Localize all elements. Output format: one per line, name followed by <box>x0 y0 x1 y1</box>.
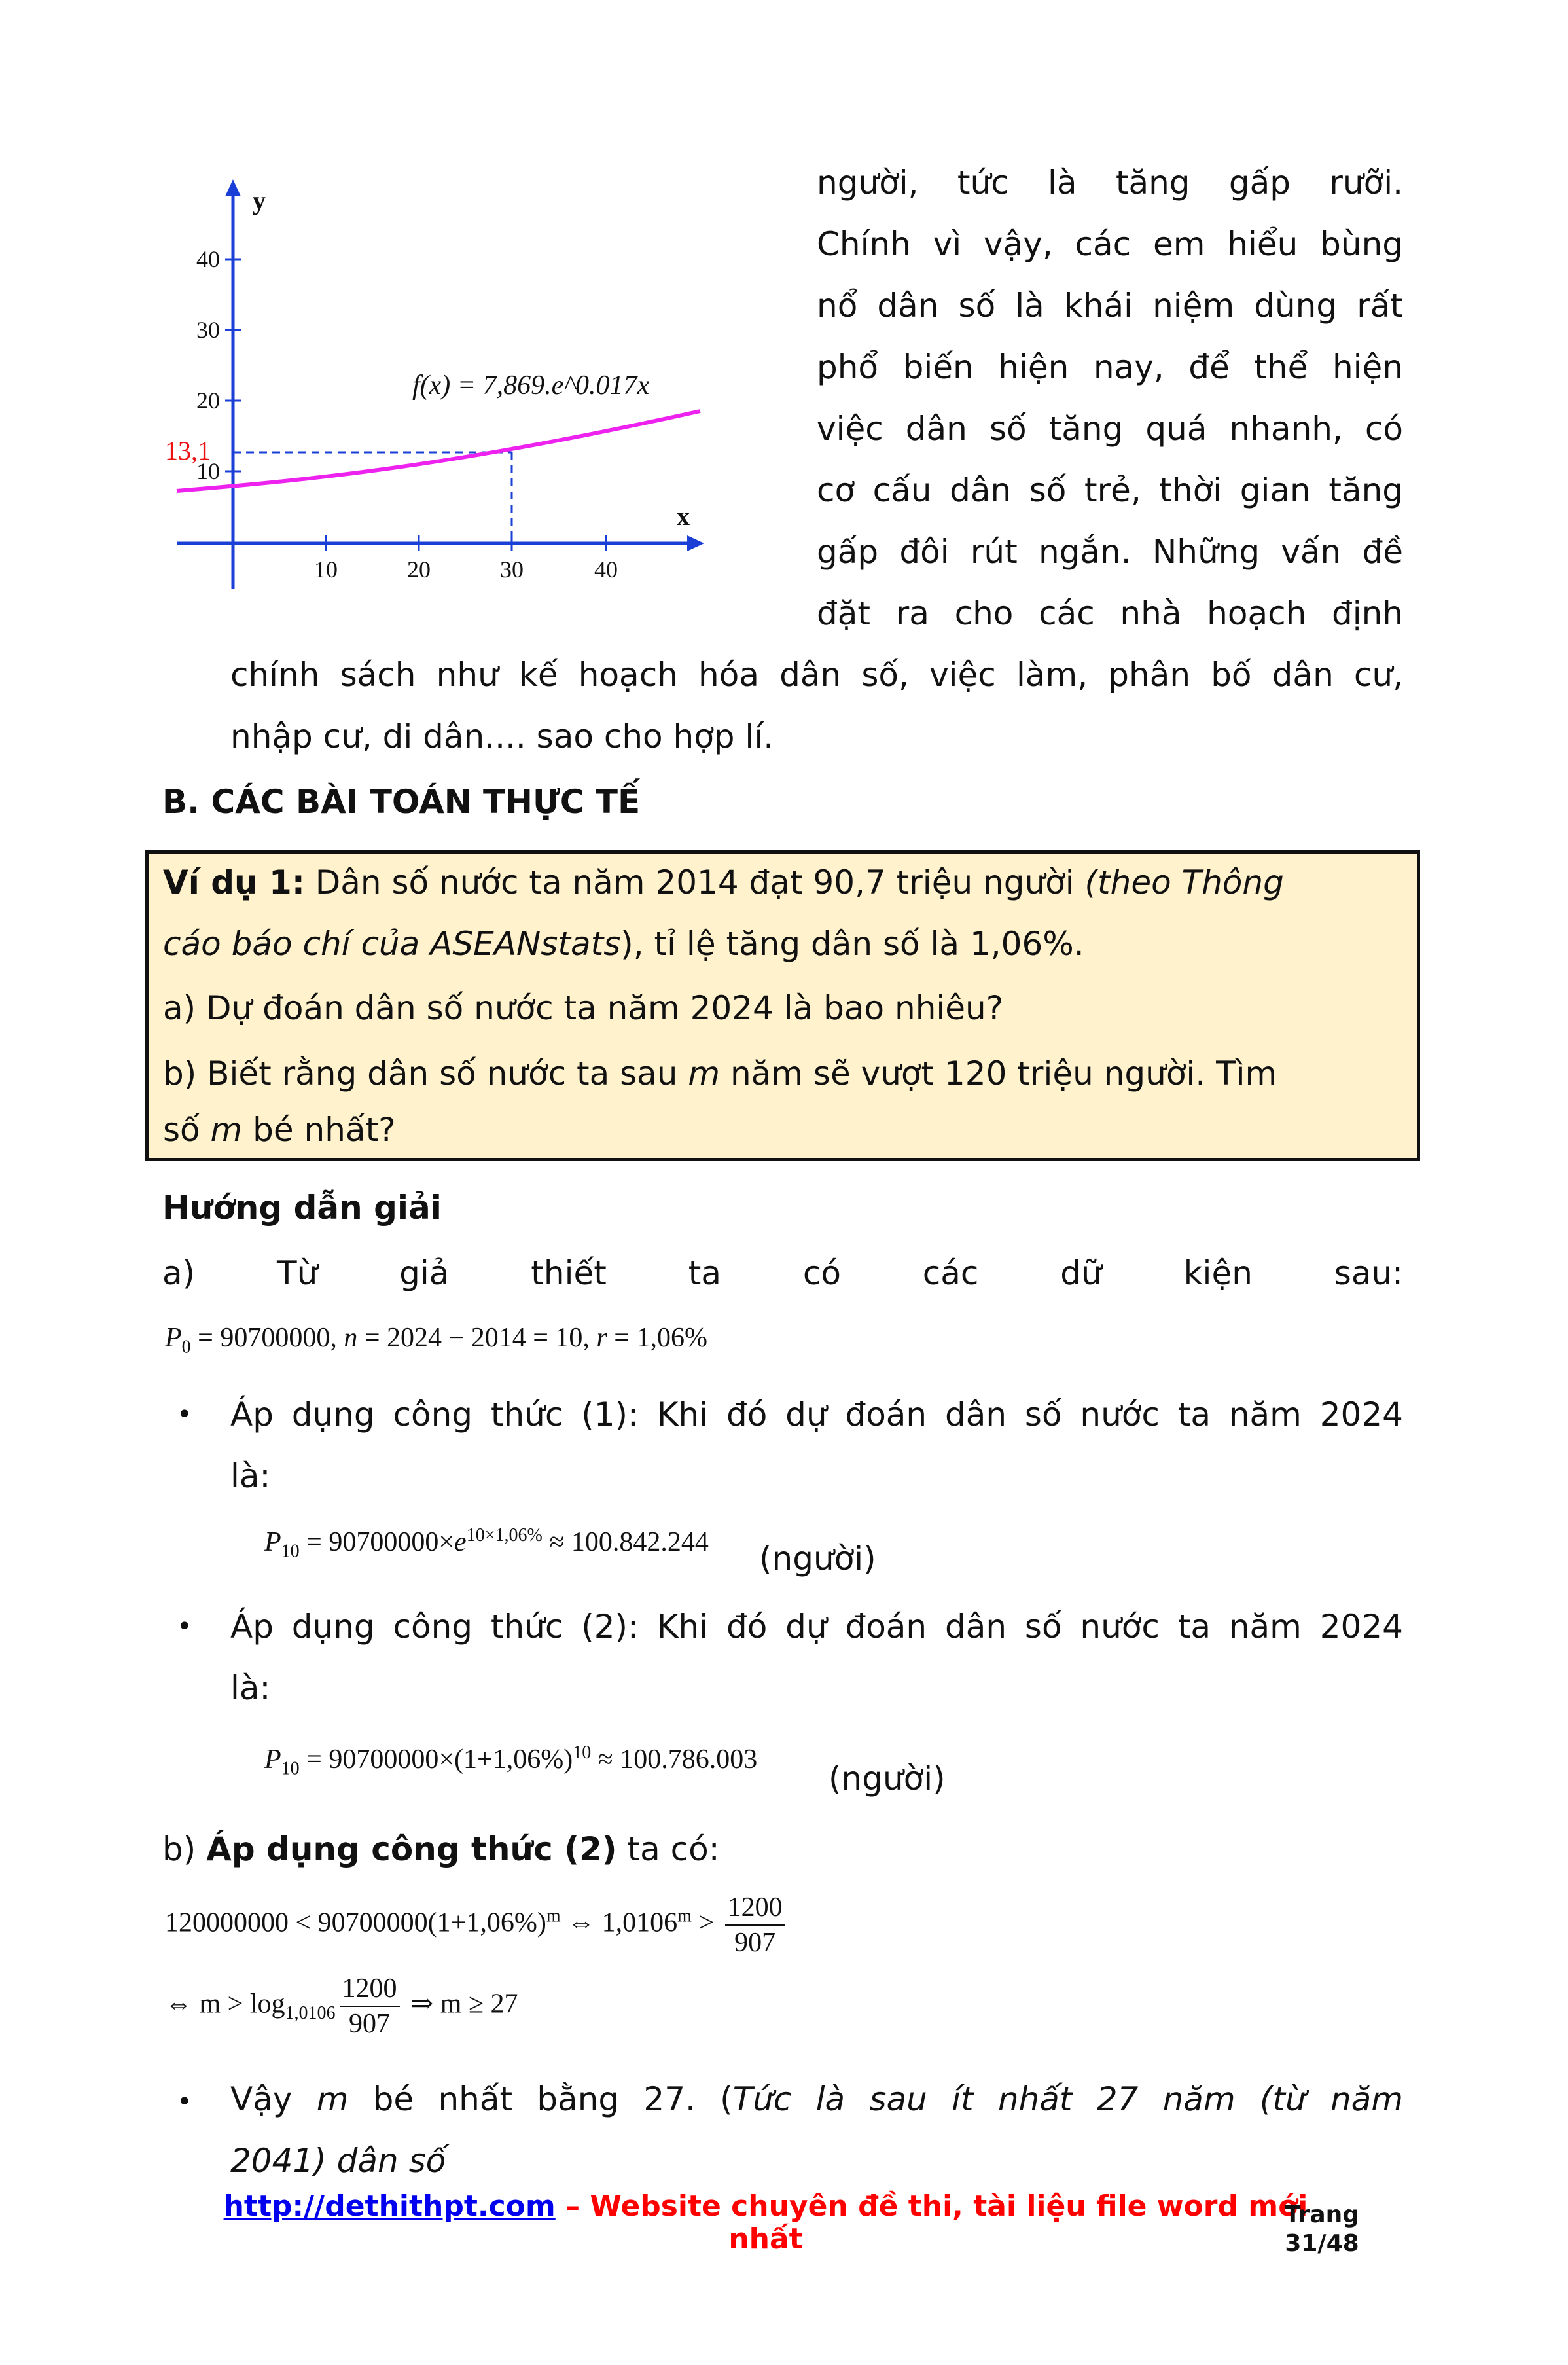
intro-line: người, tức là tăng gấp rưỡi. <box>817 164 1403 202</box>
example-box <box>145 850 1420 1161</box>
formula-1: $P_{10} = 90700000\times e^{10\times 1,06\%} \approx 100.842.244$ <box>264 1525 709 1562</box>
example-part-b-cont: số m bé nhất? <box>163 1111 396 1149</box>
inequality-2: ⇔ $m > \log_{1,0106}$ $\frac{1200}{907}$ ⇒ m ≥ 27 <box>165 1972 518 2041</box>
y-axis-arrow <box>225 179 241 196</box>
bullet-dot: • <box>177 1399 192 1430</box>
formula-1-unit: (người) <box>759 1540 876 1578</box>
footer: http://dethithpt.com – Website chuyên đề thi, tài liệu file word mới nhất <box>223 2190 1308 2256</box>
y-tick-label: 40 <box>196 246 220 272</box>
given-data-formula: $P_0 = 90700000$, n = 2024 − 2014 = 10, r = 1,06% <box>165 1323 707 1358</box>
curve-formula: f(x) = 7,869.e^0.017x <box>412 370 650 401</box>
footer-link[interactable]: http://dethithpt.com <box>223 2190 556 2223</box>
y-tick-label: 30 <box>196 317 220 343</box>
example-label: Ví dụ 1: <box>163 863 305 901</box>
solution-a-line: a) Từ giả thiết ta có các dữ kiện sau: <box>162 1254 1403 1292</box>
bullet-dot: • <box>177 1612 192 1642</box>
conclusion-line2: 2041) dân số <box>230 2142 446 2180</box>
y-tick-label: 10 <box>196 458 220 484</box>
intro-line: việc dân số tăng quá nhanh, có <box>817 410 1403 448</box>
fraction: $\frac{1200}{907}$ <box>340 1972 400 2041</box>
bullet2-line2: là: <box>230 1669 271 1707</box>
bullet1-line1: Áp dụng công thức (1): Khi đó dự đoán dân số nước ta năm 2024 <box>230 1396 1403 1434</box>
x-tick-label: 30 <box>500 556 524 583</box>
page-number: Trang 31/48 <box>1284 2201 1360 2257</box>
intro-line: cơ cấu dân số trẻ, thời gian tăng <box>817 471 1403 509</box>
bullet1-line2: là: <box>230 1457 271 1495</box>
marker-value-label: 13,1 <box>165 436 211 465</box>
bullet2-line1: Áp dụng công thức (2): Khi đó dự đoán dân số nước ta năm 2024 <box>230 1608 1403 1646</box>
fraction: $\frac{1200}{907}$ <box>725 1890 785 1960</box>
bullet-dot: • <box>177 2087 192 2117</box>
intro-line: nổ dân số là khái niệm dùng rất <box>817 287 1403 325</box>
intro-line: đặt ra cho các nhà hoạch định <box>817 594 1403 632</box>
x-tick-label: 10 <box>314 556 338 583</box>
formula-2-unit: (người) <box>829 1760 946 1797</box>
intro-line: chính sách như kế hoạch hóa dân số, việc làm, phân bố dân cư, <box>230 656 1403 694</box>
x-axis-label: x <box>677 501 690 531</box>
solution-heading: Hướng dẫn giải <box>162 1189 442 1227</box>
example-part-a: a) Dự đoán dân số nước ta năm 2024 là bao nhiêu? <box>163 989 1004 1027</box>
conclusion-line1: Vậy m bé nhất bằng 27. (Tức là sau ít nhất 27 năm (từ năm <box>230 2080 1404 2118</box>
exponential-curve <box>177 411 700 491</box>
example-part-b: b) Biết rằng dân số nước ta sau m năm sẽ vượt 120 triệu người. Tìm <box>163 1055 1277 1092</box>
example-line-2: cáo báo chí của ASEANstats), tỉ lệ tăng dân số là 1,06%. <box>163 925 1084 963</box>
x-tick-label: 20 <box>407 556 431 583</box>
intro-line: gấp đôi rút ngắn. Những vấn đề <box>817 533 1403 571</box>
footer-red-line2: nhất <box>728 2222 803 2256</box>
intro-line: Chính vì vậy, các em hiểu bùng <box>817 225 1403 263</box>
y-axis-label: y <box>253 186 266 215</box>
formula-2: $P_{10} = 90700000\times(1+1,06\%)^{10} \approx 100.786.003$ <box>264 1742 758 1779</box>
y-tick-label: 20 <box>196 388 220 414</box>
intro-line: phổ biến hiện nay, để thể hiện <box>817 348 1403 386</box>
section-heading: B. CÁC BÀI TOÁN THỰC TẾ <box>162 783 641 821</box>
intro-line: nhập cư, di dân.... sao cho hợp lí. <box>230 717 774 755</box>
population-graph <box>157 177 720 596</box>
example-line-1: Ví dụ 1: Dân số nước ta năm 2014 đạt 90,7 triệu người (theo Thông <box>163 863 1284 901</box>
x-axis-arrow <box>687 535 704 551</box>
x-tick-label: 40 <box>594 556 618 583</box>
inequality-1: $120000000 < 90700000(1+1,06\%)^m$ ⇔ $1,0106^m$ > $\frac{1200}{907}$ <box>165 1890 789 1960</box>
part-b-line: b) Áp dụng công thức (2) ta có: <box>162 1830 720 1868</box>
